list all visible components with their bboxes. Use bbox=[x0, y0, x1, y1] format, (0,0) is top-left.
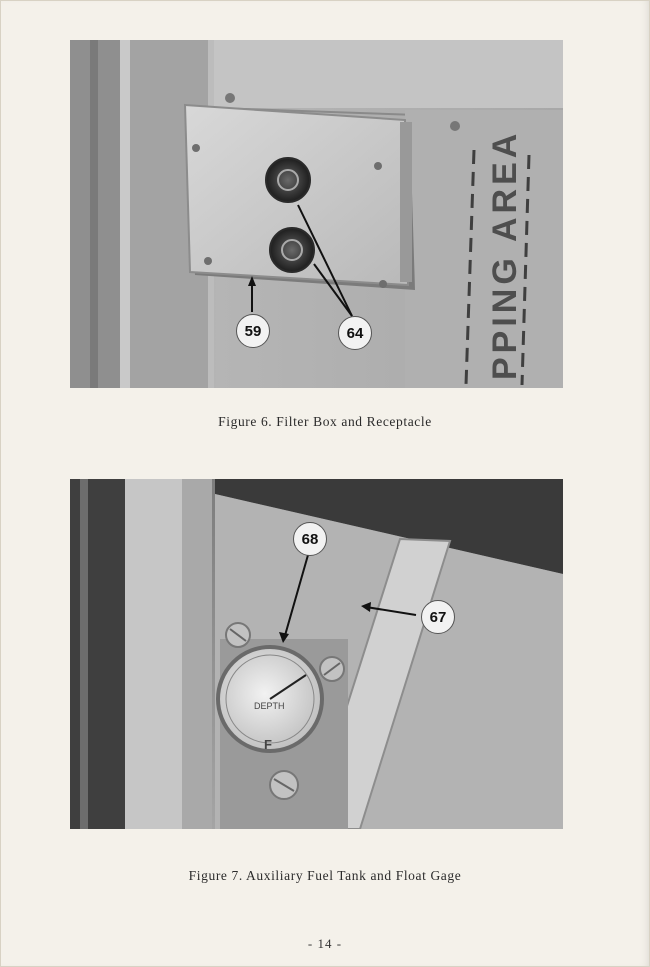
callout-68: 68 bbox=[293, 522, 327, 556]
figure-6-caption: Figure 6. Filter Box and Receptacle bbox=[218, 414, 432, 429]
callout-59: 59 bbox=[236, 314, 270, 348]
gauge-depth-label: DEPTH bbox=[254, 701, 285, 711]
callout-67: 67 bbox=[421, 600, 455, 634]
page-number: - 14 - bbox=[307, 936, 343, 951]
figure-7-photo bbox=[70, 479, 563, 829]
figure-7-caption: Figure 7. Auxiliary Fuel Tank and Float Gage bbox=[188, 868, 462, 883]
figure-6-photo bbox=[70, 40, 563, 388]
gauge-f-label: F bbox=[264, 737, 272, 752]
stencil-text: PPING AREA bbox=[486, 129, 524, 380]
callout-64: 64 bbox=[338, 316, 372, 350]
